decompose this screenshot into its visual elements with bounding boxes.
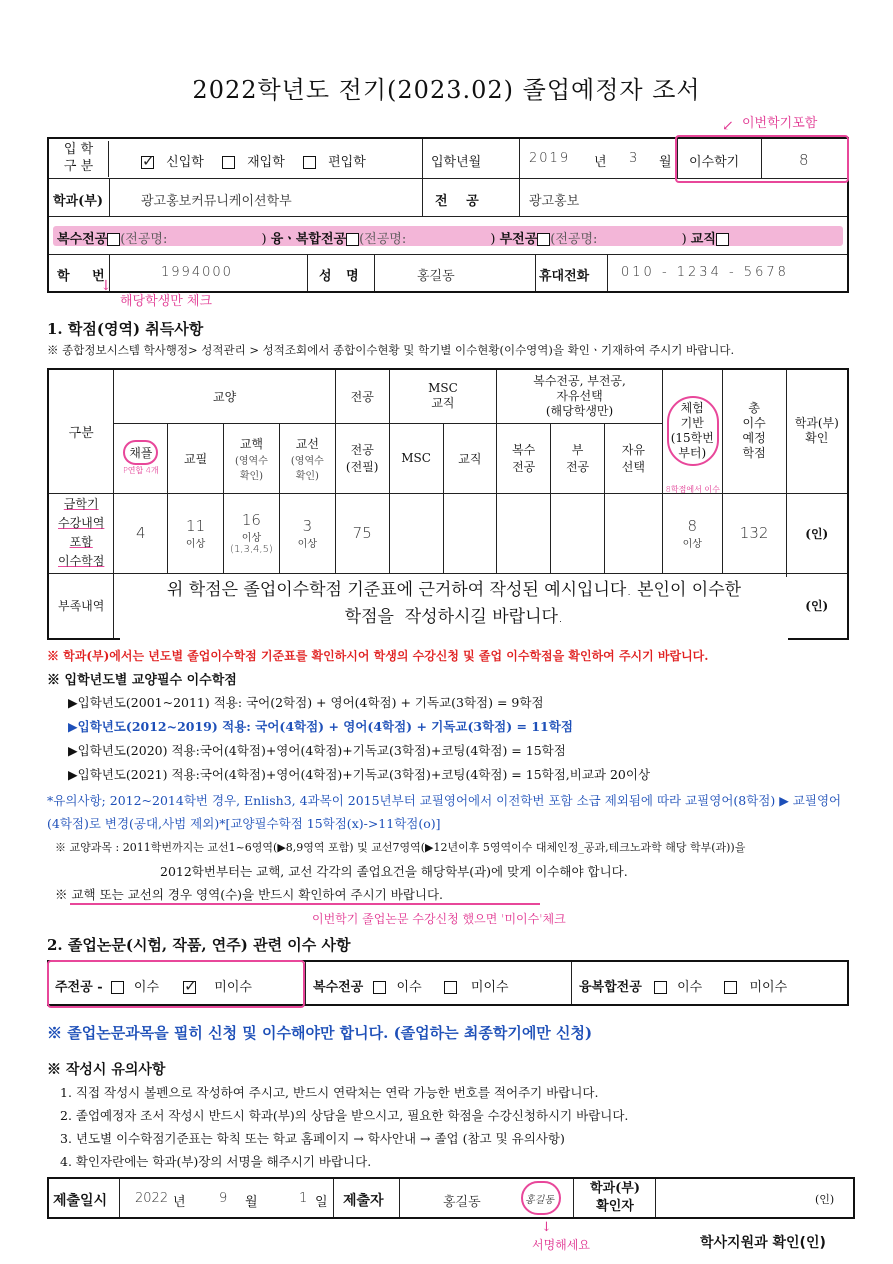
thesis-notice: ※ 졸업논문과목을 필히 신청 및 이수해야만 합니다. (졸업하는 최종학기에만 신청) — [47, 1024, 593, 1042]
double-major-checkbox[interactable] — [107, 233, 120, 246]
double-not-done-checkbox[interactable] — [444, 981, 457, 994]
major-req-header: 전공 (전필) — [335, 423, 389, 493]
double-major-label: 복수전공 — [57, 232, 108, 247]
double-done-label: 이수 — [396, 980, 422, 995]
submit-year: 2022 — [135, 1191, 169, 1206]
liberal-note-3: ※ 교핵 또는 교선의 경우 영역(수)을 반드시 확인하여 주시기 바랍니다. — [55, 887, 444, 902]
converged-not-done-label: 미이수 — [749, 980, 788, 995]
admission-date-label: 입학년월 — [431, 155, 482, 170]
double-value-cell — [497, 493, 551, 573]
teaching-sub-header: 교직 — [443, 423, 497, 493]
req-line-3: ▶입학년도(2020) 적용:국어(4학점)+영어(4학점)+기독교(3학점)+코팅(4학점) = 15학점 — [68, 743, 566, 758]
elective-sub-header: (영역수 확인) — [290, 455, 324, 482]
admission-year-value: 2019 — [529, 151, 571, 166]
msc-header: MSC 교직 — [389, 369, 497, 423]
converged-done-label: 이수 — [677, 980, 703, 995]
total-header: 총 이수 예정 학점 — [722, 369, 786, 493]
writing-note-1: 1. 직접 작성시 볼펜으로 작성하여 주시고, 반드시 연락처는 연락 가능한 번호를 적어주기 바랍니다. — [60, 1085, 599, 1100]
experience-header: 체험 기반 (15학번 부터) — [670, 401, 714, 461]
confirmer-stamp: (인) — [815, 1193, 835, 1206]
major-label: 전 공 — [435, 194, 479, 209]
main-not-done-checkbox[interactable] — [183, 981, 196, 994]
double-header: 복수전공, 부전공, 자유선택 (해당학생만) — [497, 369, 663, 423]
req-value-sub: 이상 — [185, 538, 206, 550]
core-header: 교핵 — [239, 436, 264, 451]
year-unit: 년 — [594, 155, 607, 170]
minor-sub-header: 부 전공 — [551, 423, 605, 493]
core-value-sub: 이상 (1,3,4,5) — [230, 533, 273, 555]
experience-highlight — [667, 396, 719, 466]
confirm-stamp-1: (인) — [786, 493, 848, 573]
req-line-1: ▶입학년도(2001~2011) 적용: 국어(2학점) + 영어(4학점) + 기독교(3학점) = 9학점 — [68, 695, 544, 710]
footer-confirm: 학사지원과 확인(인) — [700, 1235, 826, 1251]
converged-name-close: ) — [490, 232, 496, 247]
annotation-experience: 8학점에서 이수 — [665, 484, 720, 494]
arrow-down-icon-2: ↓ — [541, 1220, 552, 1235]
info-table — [47, 137, 849, 293]
phone-value: 010 - 1234 - 5678 — [621, 265, 789, 280]
main-done-label: 이수 — [133, 980, 160, 995]
shortage-label: 부족내역 — [48, 573, 114, 639]
elective-value-sub: 이상 — [297, 538, 317, 550]
core-sub-header: (영역수 확인) — [235, 455, 268, 482]
submitter-name: 홍길동 — [443, 1195, 481, 1210]
submitter-signature: 홍길동 — [525, 1195, 554, 1206]
new-admission-label: 신입학 — [166, 155, 204, 170]
transfer-checkbox[interactable] — [303, 156, 316, 169]
free-value-cell — [604, 493, 662, 573]
annotation-check-only: 해당학생만 체크 — [120, 294, 213, 309]
teaching-label: 교직 — [690, 232, 716, 247]
req-line-4: ▶입학년도(2021) 적용:국어(4학점)+영어(4학점)+기독교(3학점)+코팅(4학점) = 15학점,비교과 20이상 — [68, 767, 651, 782]
main-done-checkbox[interactable] — [111, 981, 124, 994]
thesis-table — [47, 960, 849, 1006]
core-value: 16 — [241, 511, 261, 529]
liberal-header: 교양 — [114, 369, 335, 423]
pe-header: 채플 — [123, 440, 158, 465]
submission-table — [47, 1177, 855, 1219]
submit-date-label: 제출일시 — [53, 1193, 108, 1209]
req-value: 11 — [186, 516, 206, 535]
req-heading: ※ 입학년도별 교양필수 이수학점 — [47, 673, 237, 688]
confirm-header: 학과(부) 확인 — [786, 369, 848, 493]
writing-note-3: 3. 년도별 이수학점기준표는 학칙 또는 학교 홈페이지 → 학사안내 → 졸업 (참고 및 유의사항) — [60, 1131, 565, 1146]
elective-value: 3 — [302, 516, 313, 535]
dept-label: 학과(부) — [53, 194, 103, 209]
admission-type-label: 입 학 구 분 — [49, 141, 109, 177]
double-major-name-close: ) — [261, 232, 267, 247]
writing-note-2: 2. 졸업예정자 조서 작성시 반드시 학과(부)의 상담을 받으시고, 필요한 학점을 수강신청하시기 바랍니다. — [60, 1108, 629, 1123]
writing-note-4: 4. 확인자란에는 학과(부)장의 서명을 해주시기 바랍니다. — [60, 1154, 372, 1169]
annotation-thesis: 이번학기 졸업논문 수강신청 했으면 '미이수'체크 — [312, 912, 566, 926]
submit-month: 9 — [219, 1191, 228, 1206]
converged-not-done-checkbox[interactable] — [724, 981, 737, 994]
student-id-value: 1994000 — [161, 265, 233, 280]
major-header: 전공 — [335, 369, 389, 423]
new-admission-checkbox[interactable] — [141, 156, 154, 169]
msc-sub-header: MSC — [389, 423, 443, 493]
major-value-cell: 75 — [335, 493, 389, 573]
admission-month-value: 3 — [629, 151, 638, 166]
transfer-label: 편입학 — [328, 155, 366, 170]
main-major-label: 주전공 - — [55, 980, 103, 995]
row-credits-label: 금학기 수강내역 포함 이수학점 — [58, 497, 105, 568]
converged-thesis-label: 융복합전공 — [579, 980, 642, 995]
section2-heading: 2. 졸업논문(시험, 작품, 연주) 관련 이수 사항 — [47, 936, 351, 954]
minor-name-open: (전공명: — [550, 232, 598, 247]
section1-note: ※ 종합정보시스템 학사행정> 성적관리 > 성적조회에서 종합이수현황 및 학기별 이수현황(이수영역)을 확인ㆍ기재하여 주시기 바랍니다. — [47, 343, 735, 357]
submit-year-unit: 년 — [173, 1195, 186, 1210]
page-title: 2022학년도 전기(2023.02) 졸업예정자 조서 — [192, 76, 701, 104]
major-value: 광고홍보 — [529, 194, 580, 209]
annotation-this-semester: 이번학기포함 — [742, 116, 818, 131]
teaching-value-cell — [443, 493, 497, 573]
liberal-note-2: 2012학번부터는 교핵, 교선 각각의 졸업요건을 해당학부(과)에 맞게 이수해야 합니다. — [160, 864, 628, 879]
pe-value: 4 — [114, 493, 168, 573]
double-major-name-open: (전공명: — [120, 232, 168, 247]
elective-header: 교선 — [295, 436, 319, 451]
experience-value: 8 — [687, 516, 698, 535]
dept-value: 광고홍보커뮤니케이션학부 — [141, 194, 292, 209]
main-not-done-label: 미이수 — [214, 980, 252, 995]
sample-overlay-note: 위 학점은 졸업이수학점 기준표에 근거하여 작성된 예시입니다. 본인이 이수한 학점을 작성하시길 바랍니다. — [120, 577, 788, 643]
month-unit: 월 — [659, 155, 672, 170]
confirmer-label: 학과(부) 확인자 — [590, 1181, 640, 1214]
readmission-checkbox[interactable] — [222, 156, 235, 169]
submit-day-unit: 일 — [315, 1195, 328, 1210]
confirm-stamp-2: (인) — [786, 573, 848, 639]
minor-label: 부전공 — [499, 232, 538, 247]
minor-value-cell — [551, 493, 605, 573]
category-header: 구분 — [48, 369, 114, 493]
converged-checkbox[interactable] — [346, 233, 359, 246]
name-label: 성 명 — [319, 269, 359, 284]
converged-done-checkbox[interactable] — [654, 981, 667, 994]
converged-name-open: (전공명: — [359, 232, 407, 247]
free-sub-header: 자유 선택 — [604, 423, 662, 493]
submitter-label: 제출자 — [343, 1193, 384, 1209]
caution-note: *유의사항; 2012~2014학번 경우, Enlish3, 4과목이 2015년부터 교필영어에서 이전학번 포함 소급 제외됨에 따라 교필영어(8학점) ▶ 교필영어(4학점)로 변경(공대,사범 제외)*[교양필수학점 15학점(x)->11학점(o)] — [47, 793, 842, 831]
arrow-down-icon: ↓ — [100, 278, 112, 294]
double-sub-header: 복수 전공 — [497, 423, 551, 493]
req-line-2: ▶입학년도(2012~2019) 적용: 국어(4학점) + 영어(4학점) + 기독교(3학점) = 11학점 — [68, 719, 573, 734]
student-id-label: 학 번 — [57, 269, 105, 284]
double-not-done-label: 미이수 — [470, 980, 509, 995]
semesters-label: 이수학기 — [689, 155, 740, 170]
phone-label: 휴대전화 — [539, 269, 590, 284]
liberal-note-1: ※ 교양과목 : 2011학번까지는 교선1~6영역(▶8,9영역 포함) 및 교선7영역(▶12년이후 5영역이수 대체인정_공과,테크노과학 해당 학부(과))을 — [55, 841, 746, 854]
msc-value-cell — [389, 493, 443, 573]
total-value: 132 — [722, 493, 786, 573]
annotation-sign: 서명해세요 — [532, 1238, 590, 1252]
arrow-icon: ↙ — [722, 118, 734, 134]
submit-month-unit: 월 — [245, 1195, 258, 1210]
semesters-value: 8 — [799, 151, 809, 169]
red-notice: ※ 학과(부)에서는 년도별 졸업이수학점 기준표를 확인하시어 학생의 수강신청 및 졸업 이수학점을 확인하여 주시기 바랍니다. — [47, 649, 709, 663]
converged-label: 융ㆍ복합전공 — [270, 232, 347, 247]
submit-day: 1 — [299, 1191, 308, 1206]
name-value: 홍길동 — [417, 269, 455, 284]
writing-heading: ※ 작성시 유의사항 — [47, 1062, 166, 1078]
double-done-checkbox[interactable] — [373, 981, 386, 994]
readmission-label: 재입학 — [247, 155, 285, 170]
req-header: 교필 — [168, 423, 224, 493]
teaching-checkbox[interactable] — [716, 233, 729, 246]
minor-name-close: ) — [681, 232, 687, 247]
minor-checkbox[interactable] — [537, 233, 550, 246]
section1-heading: 1. 학점(영역) 취득사항 — [47, 320, 204, 338]
experience-value-sub: 이상 — [682, 538, 702, 550]
semesters-highlight — [675, 135, 849, 183]
double-major-thesis-label: 복수전공 — [313, 980, 364, 995]
annotation-pe: P연합 4개 — [122, 466, 159, 475]
